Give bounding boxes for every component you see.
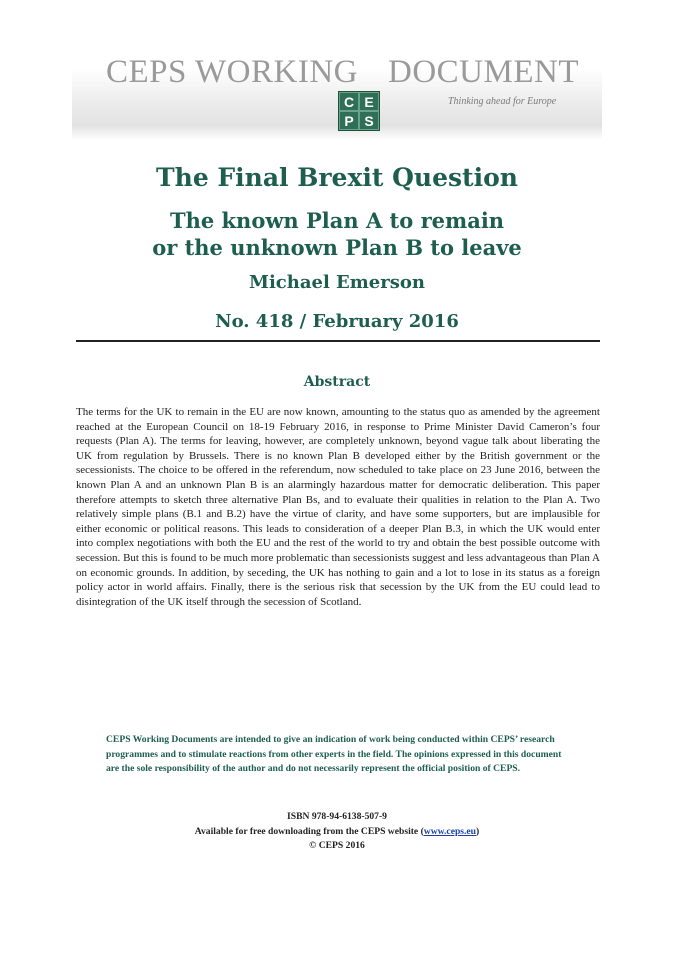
logo-letter-c: C bbox=[339, 92, 359, 111]
document-number: No. 418 / February 2016 bbox=[215, 311, 459, 332]
series-title-right: DOCUMENT bbox=[388, 54, 579, 90]
abstract-text: The terms for the UK to remain in the EU are now known, amounting to the status quo as amended by the agreement reached at the European Council on 18-19 February 2016, in response to Prime Minister David Cameron’s four requests (Plan A). The terms for leaving, however, are completely unknown, beyond vague talk about liberating the UK from regulation by Brussels. There is no known Plan B developed either by the British government or the secessionists. The choice to be offered in the referendum, now scheduled to take place on 23 June 2016, between the known Plan A and an unknown Plan B is an alarmingly hazardous matter for democratic deliberation. This paper therefore attempts to sketch three alternative Plan Bs, and to evaluate their qualities in relation to the Plan A. Two relatively simple plans (B.1 and B.2) have the virtue of clarity, and have some supporters, but are implausible for either economic or political reasons. This leads to consideration of a deeper Plan B.3, in which the UK would enter into complex negotiations with both the EU and the rest of the world to try and obtain the best possible outcome with secession. But this is found to be much more problematic than secessionists suggest and less advantageous than Plan A on economic grounds. In addition, by seceding, the UK has nothing to gain and a lot to lose in its status as a foreign policy actor in world affairs. Finally, there is the serious risk that secession by the UK from the EU could lead to disintegration of the UK itself through the secession of Scotland. bbox=[76, 406, 600, 608]
availability-suffix: ) bbox=[476, 825, 480, 837]
paper-subtitle bbox=[0, 207, 674, 261]
logo-letter-p: P bbox=[339, 111, 359, 130]
isbn: ISBN 978-94-6138-507-9 bbox=[287, 811, 387, 822]
series-title-left: CEPS WORKING bbox=[106, 54, 359, 90]
abstract-heading: Abstract bbox=[303, 374, 371, 390]
tagline: Thinking ahead for Europe bbox=[448, 96, 557, 107]
disclaimer-text: CEPS Working Documents are intended to give an indication of work being conducted within CEPS’ research programmes and to stimulate reactions from other experts in the field. The opinions expressed in this document are the sole responsibility of the author and do not necessarily represent the official position of CEPS. bbox=[106, 734, 562, 774]
paper-title: The Final Brexit Question bbox=[156, 163, 518, 192]
ceps-website-link[interactable]: www.ceps.eu bbox=[423, 825, 477, 837]
ceps-logo bbox=[338, 91, 380, 131]
subtitle-line-1: The known Plan A to remain bbox=[169, 208, 505, 233]
copyright: © CEPS 2016 bbox=[309, 840, 365, 851]
logo-letter-e: E bbox=[359, 92, 379, 111]
availability-line bbox=[0, 825, 674, 840]
logo-letter-s: S bbox=[359, 111, 379, 130]
subtitle-line-2: or the unknown Plan B to leave bbox=[152, 235, 522, 260]
divider-rule bbox=[76, 340, 600, 342]
author-name: Michael Emerson bbox=[249, 272, 425, 293]
footer bbox=[0, 810, 674, 854]
availability-prefix: Available for free downloading from the CEPS website ( bbox=[194, 825, 424, 837]
